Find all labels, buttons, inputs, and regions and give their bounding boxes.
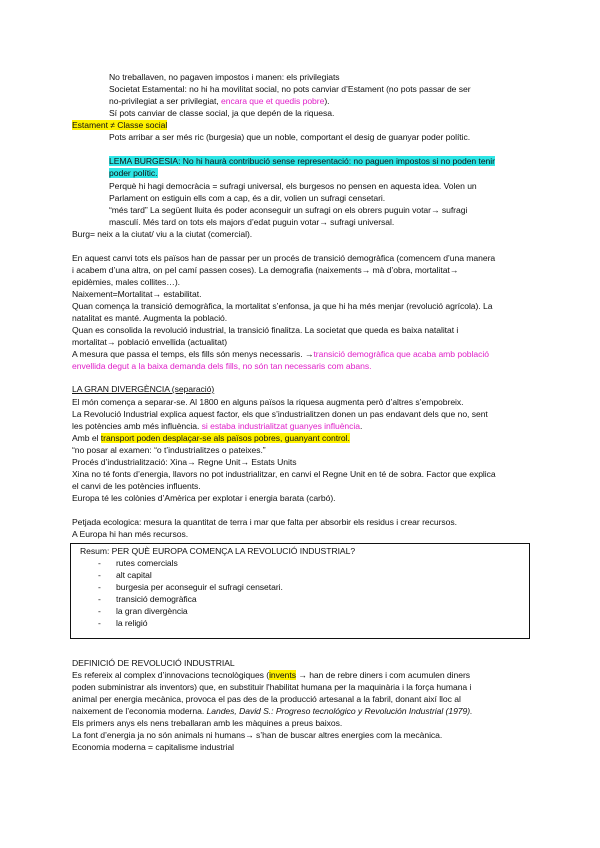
highlighted-note: transport poden desplaçar-se als països pobres, guanyant control.: [100, 433, 350, 443]
text-line: Petjada ecologica: mesura la quantitat de terra i mar que falta per absorbir els residus i crear recursos.: [72, 517, 457, 527]
summary-item: la gran divergència: [116, 606, 188, 616]
text-line: natalitat es manté. Augmenta la població.: [72, 313, 228, 323]
bullet-dash: -: [98, 594, 101, 604]
summary-item: transició demogràfica: [116, 594, 197, 604]
text-line: [72, 421, 362, 432]
text-line: Societat Estamental: no hi ha movilitat social, no pots canviar d’Estament (no pots passar de ser: [109, 84, 471, 94]
magenta-note: encara que et quedis pobre: [220, 96, 325, 106]
text-line: “més tard” La següent lluita és poder aconseguir un sufragi on els obrers puguin votar→ sufragi: [109, 205, 468, 215]
text-segment: A mesura que passa el temps, els fills són menys necessaris. →: [72, 349, 314, 359]
bullet-dash: -: [98, 558, 101, 568]
text-line: Naixement=Mortalitat→ estabilitat.: [72, 289, 202, 299]
text-line: La Revolució Industrial explica aquest factor, els que s’industrialitzen donen un pas endavant dels que no, sent: [72, 409, 488, 419]
highlighted-note: invents: [269, 670, 296, 680]
highlighted-motto: LEMA BURGESIA: No hi haurà contribució sense representació: no paguen impostos si no poden tenir: [109, 156, 495, 166]
text-line: Burg= neix a la ciutat/ viu a la ciutat (comercial).: [72, 229, 253, 239]
bullet-dash: -: [98, 618, 101, 628]
text-line: animal per energia mecànica, provoca el pas des de la producció artesanal a la fabril, donant així lloc al: [72, 694, 461, 704]
text-segment: ).: [324, 96, 330, 106]
text-line: el canvi de les potències influents.: [72, 481, 201, 491]
text-line: Procés d’industrialització: Xina→ Regne Unit→ Estats Units: [72, 457, 297, 467]
text-line: Parlament on estiguin ells com a cap, és a dir, volien un sufragi censetari.: [109, 193, 386, 203]
bullet-dash: -: [98, 606, 101, 616]
summary-item: la religió: [116, 618, 148, 628]
text-segment: no-privilegiat a ser privilegiat,: [109, 96, 221, 106]
text-segment: Es refereix al complex d’innovacions tecnològiques (: [72, 670, 270, 680]
text-line: Quan comença la transició demogràfica, la mortalitat s’enfonsa, ja que hi ha més menjar (revolució agrícola). La: [72, 301, 493, 311]
magenta-note: si estaba industrialitzat guanyes influència: [201, 421, 360, 431]
text-line: Sí pots canviar de classe social, ja que depén de la riquesa.: [109, 108, 335, 118]
summary-item: rutes comercials: [116, 558, 178, 568]
magenta-note: transició demogràfica que acaba amb població: [313, 349, 489, 359]
text-line: No treballaven, no pagaven impostos i manen: els privilegiats: [109, 72, 340, 82]
text-line: Quan es consolida la revolució industrial, la transició finalitza. La societat que queda es baixa natalitat i: [72, 325, 459, 335]
bullet-dash: -: [98, 582, 101, 592]
text-segment: .: [359, 421, 363, 431]
summary-item: alt capital: [116, 570, 152, 580]
text-line: El món comença a separar-se. Al 1800 en alguns països la riquesa augmenta però d’altres s’empobreix.: [72, 397, 464, 407]
text-line: mortalitat→ població envellida (actualitat): [72, 337, 228, 347]
section-title: DEFINICIÓ DE REVOLUCIÓ INDUSTRIAL: [72, 658, 235, 668]
text-line: “no posar al examen: “o t’industrialitzes o pateixes.”: [72, 445, 266, 455]
highlighted-note: Estament ≠ Classe social: [72, 120, 168, 130]
text-segment: les potències amb més influència.: [72, 421, 202, 431]
text-line: La font d’energia ja no són animals ni humans→ s’han de buscar altres energies com la mecànica.: [72, 730, 443, 740]
text-line: Perquè hi hagi democràcia = sufragi universal, els burgesos no pensen en aquesta idea. Volen un: [109, 181, 477, 191]
summary-title: Resum: PER QUÈ EUROPA COMENÇA LA REVOLUCIÓ INDUSTRIAL?: [80, 546, 356, 556]
text-line: Pots arribar a ser més ric (burgesia) que un noble, comportant el desig de guanyar poder polític.: [109, 132, 471, 142]
citation: Landes, David S.: Progreso tecnológico y Revolución Industrial (1979).: [206, 706, 473, 716]
text-line: Xina no té fonts d’energia, llavors no pot industrialitzar, en canvi el Regne Unit en té de sobra. Factor que explica: [72, 469, 496, 479]
text-segment: → han de rebre diners i com acumulen diners: [295, 670, 471, 680]
text-line: En aquest canvi tots els països han de passar per un procés de transició demogràfica (comencem d’una manera: [72, 253, 496, 263]
text-segment: naixement de l’economia moderna.: [72, 706, 207, 716]
text-line: masculí. Més tard on tots els majors d’edat puguin votar→ sufragi universal.: [109, 217, 395, 227]
text-line: epidèmies, males collites…).: [72, 277, 180, 287]
text-segment: Amb el: [72, 433, 101, 443]
bullet-dash: -: [98, 570, 101, 580]
magenta-note: envellida degut a la baixa demanda dels fills, no són tan necessaris com abans.: [72, 361, 372, 371]
text-line: i acabem d’una altra, on pel camí passen coses). La demografia (naixements→ mà d’obra, mortalitat→: [72, 265, 459, 275]
text-line: A Europa hi han més recursos.: [72, 529, 189, 539]
text-line: Els primers anys els nens treballaran amb les màquines a preus baixos.: [72, 718, 343, 728]
section-title: LA GRAN DIVERGÈNCIA (separació): [72, 384, 215, 394]
highlighted-motto: poder polític.: [109, 168, 158, 178]
text-line: poden subministrar als inventors) que, en substituir l'habilitat humana per la maquinària i la força humana i: [72, 682, 472, 692]
text-line: [72, 706, 472, 717]
text-line: [72, 670, 470, 681]
text-line: [72, 433, 350, 444]
text-line: Europa té les colònies d’Amèrica per explotar i energia barata (carbó).: [72, 493, 336, 503]
text-line: Economia moderna = capitalisme industrial: [72, 742, 235, 752]
text-line: [72, 349, 489, 360]
summary-item: burgesia per aconseguir el sufragi censetari.: [116, 582, 283, 592]
text-line: [109, 96, 329, 107]
